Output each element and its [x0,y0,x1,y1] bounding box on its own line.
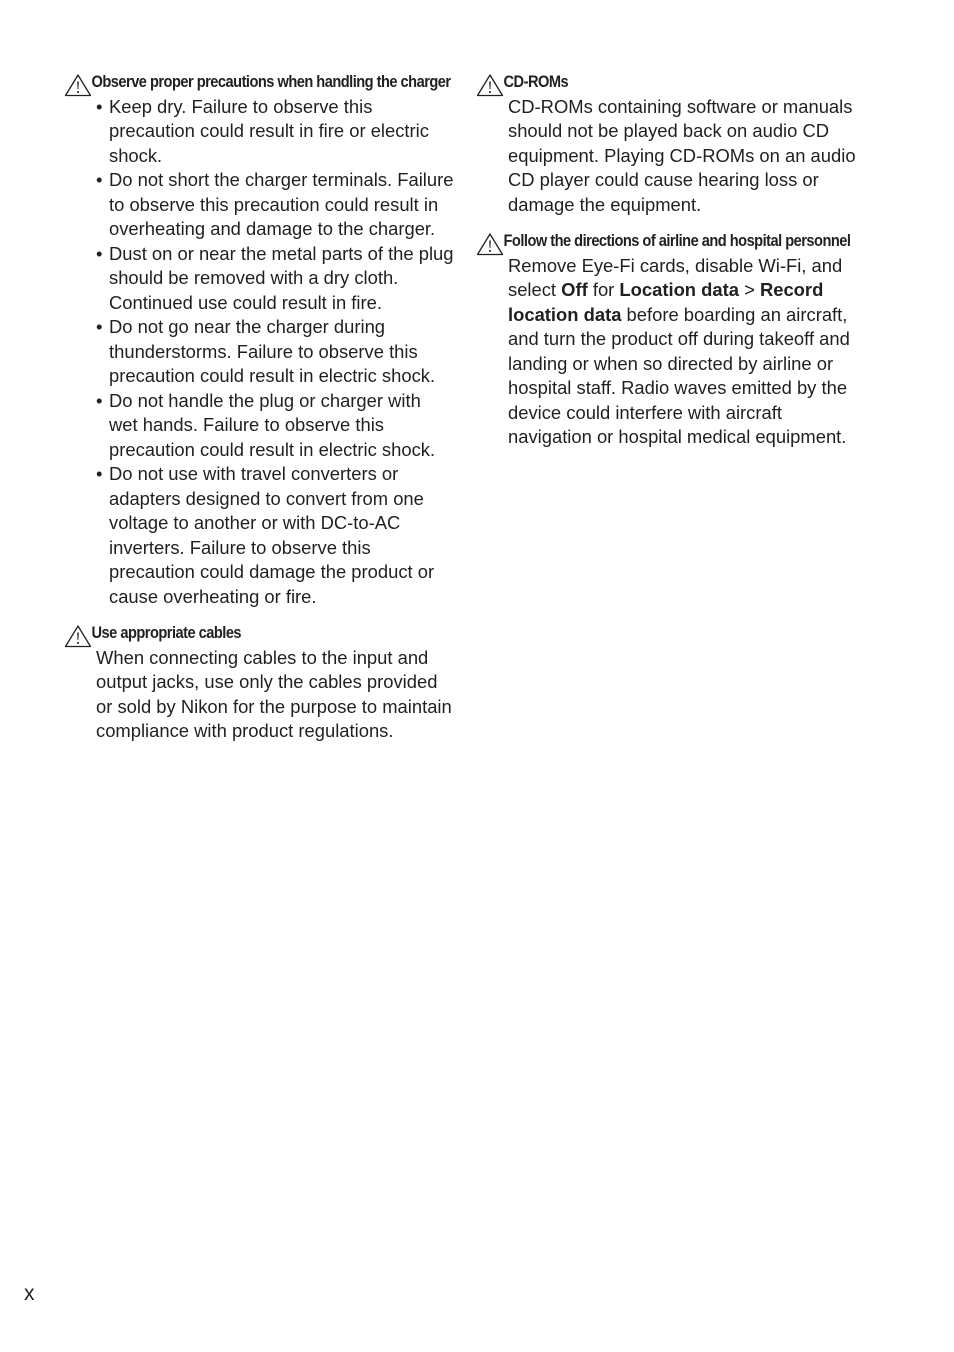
cdroms-heading: CD-ROMs [503,72,569,91]
list-item: • Do not use with travel converters or adapters designed to convert from one voltage to another or with DC-to-AC inverters. Failure to observe this precaution could damage the product or cause overheating or fire. [96,463,435,607]
list-item: • Do not go near the charger during thunderstorms. Failure to observe this precaution could result in electric shock. [96,316,436,386]
list-item: • Do not short the charger terminals. Failure to observe this precaution could result in overheating and damage to the charger. [96,169,454,239]
airline-section [476,229,860,450]
cables-section [64,621,454,744]
list-item: • Keep dry. Failure to observe this precaution could result in fire or electric shock. [96,95,429,166]
cables-body: When connecting cables to the input and output jacks, use only the cables provided or sold by Nikon for the purpose to maintain compliance with product regulations. [96,646,452,741]
record-location-data-option: Record location data [508,279,824,325]
right-column [476,70,860,462]
cables-heading: Use appropriate cables [91,623,242,642]
location-data-menu: Location data [619,279,739,300]
charger-precautions-heading: Observe proper precautions when handling the charger [91,72,451,91]
off-setting: Off [561,279,588,300]
list-item: • Do not handle the plug or charger with wet hands. Failure to observe this precaution could result in electric shock. [96,389,436,460]
list-item: • Dust on or near the metal parts of the plug should be removed with a dry cloth. Continued use could result in fire. [96,242,454,313]
left-column [64,70,454,756]
airline-heading: Follow the directions of airline and hospital personnel [503,231,851,250]
charger-precautions-section [64,70,454,609]
cdroms-body: CD-ROMs containing software or manuals should not be played back on audio CD equipment. Playing CD-ROMs on an audio CD player could cause hearing loss or damage the equipment. [508,95,856,215]
charger-precautions-list [64,95,454,610]
airline-body: Remove Eye-Fi cards, disable Wi-Fi, and select Off for Location data > Record location data before boarding an aircraft, and turn the product off during takeoff and landing or when so directed by airline or hospital staff. Radio waves emitted by the device could interfere with aircraft navigation or hospital medical equipment. [508,254,850,447]
cdroms-section [476,70,860,217]
page-number: x [24,1282,35,1305]
